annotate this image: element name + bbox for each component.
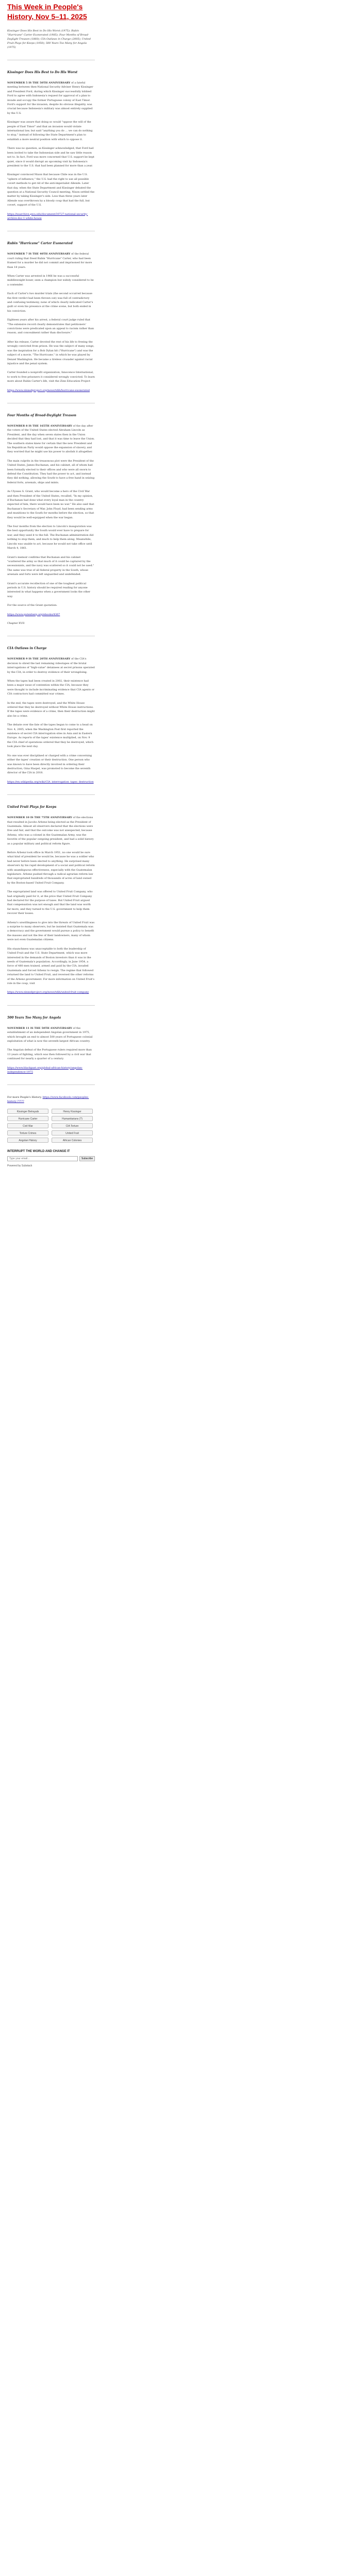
- anniversary-lead: NOVEMBER 8 IS THE 165TH ANNIVERSARY: [7, 424, 72, 428]
- page-title[interactable]: This Week in People's History, Nov 5–11, 2025: [7, 3, 87, 21]
- article-paragraph: [7, 890, 95, 916]
- tag-button[interactable]: Hurricane Carter: [7, 1116, 48, 1121]
- article: [7, 805, 95, 995]
- paragraph-text: Árbenz's unwillingness to give into the threats of United Fruit was a surprise to many observers, but he insisted that Guatemala was a democracy and the government would pursue a policy to benefit the masses and not the few of their landowners, many of whom were not even Guatemalan citizens.: [7, 921, 95, 942]
- paragraph-text: Chapter XVII: [7, 621, 25, 625]
- paragraph-text: Grant's memoir confirms that Buchanan and his cabinet "scattered the army so that much of it could be captured by the secessionists, and the navy was scattered so it could not be used." The same was true of all federal property in the South, whose arsenals and forts were left unguarded and undefended.: [7, 555, 94, 577]
- article-paragraph: [7, 146, 95, 168]
- article-paragraph: [7, 555, 95, 577]
- divider: [7, 794, 95, 795]
- article-title: 500 Years Too Many for Angola: [7, 1015, 61, 1020]
- article-paragraph: [7, 947, 95, 986]
- article-paragraph: [7, 489, 95, 520]
- powered-by: Powered by Substack: [7, 1164, 32, 1168]
- paragraph-text: Each of Carter's two murder trials (the second occurred because the first verdict had been thrown out) was full of contradictory and confusing testimony, none of which clearly indicated Carter's guilt or even his presence at the crime scene, but both ended in his conviction.: [7, 292, 93, 313]
- paragraph-text: When the tapes had been created in 2002, their existence had been a major issue of contention within the CIA, because they were thought to include incriminating evidence that CIA agents or CIA contractors had committed war crimes.: [7, 680, 95, 696]
- divider: [7, 1005, 95, 1006]
- tag-button[interactable]: Kissinger Betrayals: [7, 1109, 48, 1114]
- article-paragraph: [7, 851, 95, 885]
- article-paragraph: [7, 816, 95, 846]
- paragraph-text: of the elections that resulted in Jacobo Árbenz being elected as the President of Guatemala. Almost all observers declared that the elections were free and fair, and that the outcome was not unexpected, because Árbenz, who was a colonel in the Guatemalan Army, was the favorite of the popular outgoing president, and had a solid history as a popular military and political reform figure.: [7, 816, 94, 845]
- article-paragraph: [7, 388, 95, 393]
- anniversary-lead: NOVEMBER 9 IS THE 20TH ANNIVERSARY: [7, 657, 71, 661]
- article-title: Kissinger Does His Best to Do His Worst: [7, 71, 78, 74]
- paragraph-text: of the federal court ruling that freed Rubin "Hurricane" Carter, who had been framed for a murder he did not commit and imprisoned for more than 18 years.: [7, 252, 92, 269]
- paragraph-text: of the establishment of an independent Angolan government in 1975, which brought an end to almost 500 years of Portuguese colonial exploitation of what is now the seventh-largest African country.: [7, 1026, 93, 1043]
- intro-summary: Kissinger Does His Best to Do His Worst (1975); Rubin "Hurricane" Carter Exonerated (1985); Four Months of Broad-Daylight Treason (1860); CIA Outlaws in Charge (2005); United Fruit Plays for Keeps (1950); 500 Years Too Many for Angola (1975): [7, 29, 91, 49]
- more-history-link[interactable]: https://www.facebook.com/peoples-history-?????: [7, 1096, 89, 1104]
- paragraph-text: Grant's accurate recollection of one of the toughest political periods in U.S. history should be required reading for anyone interested in what happens when a government looks the other way.: [7, 582, 91, 598]
- paragraph-text: The four months from the election to Lincoln's inauguration was the best opportunity the South would ever have to prepare for war, and they used it to the full. The Buchanan administration did nothing to stop them, and much to help them along. Meanwhile, Lincoln was unable to act, because he would not take office until March 4, 1861.: [7, 525, 94, 550]
- article: [7, 1016, 95, 1075]
- tag-button[interactable]: United Fruit: [52, 1130, 93, 1136]
- articles-container: [7, 71, 354, 1085]
- article-title: Rubin "Hurricane" Carter Exonerated: [7, 242, 73, 246]
- article-paragraph: [7, 424, 95, 454]
- paragraph-text: Kissinger was aware that doing so would "oppose the will of the people of East Timor" and that an invasion would violate international law, but said "anything you do ... we can do nothing to stop," instead of following the State Department's plan to establish a more neutral position with which to oppose it.: [7, 121, 93, 141]
- paragraph-text: The Angolan defeat of the Portuguese rulers required more than 13 years of fighting, which was then followed by a civil war that continued for nearly a quarter of a century.: [7, 1048, 92, 1061]
- paragraph-text: No one was ever disciplined or charged with a crime concerning either the tapes' creation or their destruction. One person who was known to have been directly involved in ordering their destruction, Gina Haspel, was promoted to become the seventh director of the CIA in 2018.: [7, 754, 92, 775]
- article-paragraph: [7, 1026, 95, 1044]
- article-paragraph: [7, 780, 95, 784]
- paragraph-text: For the source of the Grant quotation:: [7, 604, 57, 607]
- article-paragraph: [7, 120, 95, 142]
- article-paragraph: [7, 212, 95, 221]
- paragraph-text: His staunchness was unacceptable to both the leadership of United Fruit and the U.S. State Department, which was more interested in the demands of Boston investors than it was in the needs of Guatemala's population. Accordingly, in June 1954, a force of 480 men trained, armed and paid by the CIA, invaded Guatemala and forced Árbenz to resign. The regime that followed returned the land to United Fruit, and reversed the other reforms of the Árbenz government. For more information on United Fruit's role in the coup, visit: [7, 947, 94, 985]
- article-paragraph: [7, 621, 95, 625]
- article-paragraph: [7, 701, 95, 719]
- article-title: Four Months of Broad-Daylight Treason: [7, 413, 76, 417]
- article-paragraph: [7, 990, 95, 994]
- paragraph-text: Kissinger convinced Nixon that because Chile was in the U.S. "sphere of influence," the U.S. had the right to use all possible covert methods to get rid of the anti-imperialist Allende. Later that day, when the State Department and Kissinger debated the question at a National Security Council meeting, Nixon settled the matter by taking Kissinger's side. Less than three years later Allende was overthrown by a bloody coup that had the full, but covert, support of the U.S.: [7, 173, 95, 207]
- source-link[interactable]: https://nsarchive.gwu.edu/document/30727-national-security-archive-doc-1-white-house: [7, 212, 88, 220]
- article-paragraph: [7, 603, 95, 607]
- article-paragraph: [7, 370, 95, 383]
- paragraph-text: The debate over the fate of the tapes began to come to a head on Nov. 4, 2005, when the Washington Post first reported the existence of secret CIA interrogation sites in Asia and in Eastern Europe. As reports of the tapes' existence multiplied, on Nov. 9 the CIA chief of operations ordered that they be destroyed, which took place the next day.: [7, 723, 94, 749]
- tag-button[interactable]: Civil War: [7, 1123, 48, 1128]
- article: [7, 71, 95, 221]
- paragraph-text: In the end, the tapes were destroyed, and the White House ordered that they be destroyed without White House instructions. If the tapes were evidence of a crime, then their destruction might also be a crime.: [7, 701, 95, 718]
- source-link[interactable]: https://www.blackpast.org/global-african-history/angolan-independence-1975: [7, 1066, 83, 1074]
- tag-list: [7, 1109, 95, 1143]
- article-paragraph: [7, 292, 95, 313]
- article-paragraph: [7, 274, 95, 287]
- paragraph-text: As Ulysses S. Grant, who would become a hero of the Civil War and then President of the United States, recalled, "In my opinion, if Buchanan had done what every loyal man in the country expected of him, there would have been no war." He also said that Buchanan's Secretary of War, John Floyd, had been sending arms and munitions to the South for months before the election, so that they would be well-equipped when the war began.: [7, 490, 94, 519]
- paragraph-text: After his release, Carter devoted the rest of his life to freeing the wrongly convicted from prison. He was the subject of many songs, was the inspiration for a Bob Dylan hit ("Hurricane") and was the subject of a movie, "The Hurricane," in which he was played by Denzel Washington. He became a tireless crusader against racial injustice and the penal system.: [7, 340, 94, 365]
- paragraph-text: The main culprits in the treasonous plot were the President of the United States, James Buchanan, and his cabinet, all of whom had been formally elected to their offices and who were all sworn to defend the Constitution. They had the power to act, and instead they did nothing, allowing the South to have a free hand in seizing federal forts, arsenals, ships and mints.: [7, 459, 95, 484]
- paragraph-text: of a fateful meeting between then-National Security Adviser Henry Kissinger and President Ford, during which Kissinger successfully lobbied Ford to agree with Indonesia's request for approval of a plan to invade and occupy the former Portuguese colony of East Timor. Ford's support for the invasion, despite its obvious illegality, was crucial because Indonesia's military was almost entirely supplied by the U.S.: [7, 81, 93, 115]
- article-paragraph: [7, 921, 95, 942]
- source-link[interactable]: https://www.zinnedproject.org/news/tdih/united-fruit-company: [7, 991, 89, 994]
- article-paragraph: [7, 173, 95, 207]
- article: [7, 414, 95, 625]
- article-title: CIA Outlaws in Charge: [7, 647, 47, 651]
- subscribe-button[interactable]: Subscribe: [79, 1156, 95, 1161]
- paragraph-text: Eighteen years after his arrest, a federal court judge ruled that "The extensive record clearly demonstrates that petitioners' convictions were predicated upon an appeal to racism rather than reason, and concealment rather than disclosure.": [7, 318, 94, 335]
- article-paragraph: [7, 582, 95, 599]
- subscribe-form: [7, 1156, 95, 1161]
- tag-button[interactable]: CIA Torture: [52, 1123, 93, 1128]
- source-link[interactable]: https://www.gutenberg.org/ebooks/4367: [7, 613, 60, 616]
- article-paragraph: [7, 613, 95, 617]
- paragraph-text: of the CIA's decision to shred the last remaining videotapes of the brutal interrogations of "high-value" detainees at secret prisons operated by the CIA, in order to destroy evidence of their wrongdoing.: [7, 657, 95, 674]
- source-link[interactable]: https://www.zinnedproject.org/news/tdih/hurricane-exonerated: [7, 388, 90, 392]
- tag-button[interactable]: Torture Crimes: [7, 1130, 48, 1136]
- tag-button[interactable]: Henry Kissinger: [52, 1109, 93, 1114]
- more-history-prefix: For more People's History,: [7, 1096, 43, 1099]
- article-paragraph: [7, 657, 95, 674]
- article-paragraph: [7, 81, 95, 115]
- article: [7, 647, 95, 784]
- article-paragraph: [7, 318, 95, 335]
- article-paragraph: [7, 1048, 95, 1061]
- article: [7, 242, 95, 393]
- footer-title: INTERRUPT THE WORLD AND CHANGE IT: [7, 1150, 70, 1154]
- article-paragraph: [7, 524, 95, 550]
- tag-button[interactable]: African Colonies: [52, 1138, 93, 1143]
- article-paragraph: [7, 679, 95, 697]
- article-paragraph: [7, 252, 95, 269]
- article-paragraph: [7, 723, 95, 749]
- paragraph-text: Carter founded a nonprofit organization, Innocence International, to work to free prisoners it considered wrongly convicted. To learn more about Rubin Carter's life, visit the Zinn Education Project: [7, 371, 95, 383]
- tag-button[interactable]: Angolan History: [7, 1138, 48, 1143]
- anniversary-lead: NOVEMBER 10 IS THE 75TH ANNIVERSARY: [7, 816, 72, 820]
- article-paragraph: [7, 340, 95, 366]
- source-link[interactable]: https://en.wikipedia.org/wiki/CIA_interrogation_tapes_destruction: [7, 780, 94, 784]
- tag-button[interactable]: Humanitarians (?): [52, 1116, 93, 1121]
- anniversary-lead: NOVEMBER 11 IS THE 50TH ANNIVERSARY: [7, 1026, 72, 1030]
- paragraph-text: When Carter was arrested in 1966 he was a successful middleweight boxer, seen a champion but widely considered to be a contender.: [7, 275, 94, 286]
- divider: [7, 1084, 95, 1085]
- article-paragraph: [7, 1066, 95, 1075]
- paragraph-text: The expropriated land was offered to United Fruit Company, who had originally paid for it, at the price that United Fruit Company had declared for the purpose of taxes. But United Fruit argued that compensation was not enough and that the land was worth far more, and they turned to the U.S. government to help them recover their losses.: [7, 890, 93, 916]
- email-input[interactable]: [7, 1156, 78, 1161]
- more-history: [7, 1095, 95, 1104]
- article-paragraph: [7, 754, 95, 775]
- article-paragraph: [7, 459, 95, 485]
- paragraph-text: There was no question, as Kissinger acknowledged, that Ford had been invited to take the Indonesian side and he saw little reason not to. In fact, Ford was more concerned that U.S. support be kept quiet, since it would disrupt an upcoming visit by Indonesia's president to the U.S. that had been planned for more than a year.: [7, 147, 94, 167]
- paragraph-text: of the day after the voters of the United States elected Abraham Lincoln as President, and the day when seven states then in the Union decided that they had lost, and that it was time to leave the Union. The southern states knew for certain that the new President and his Republican Party would oppose the expansion of slavery, and they worried that he might use his power to abolish it altogether.: [7, 424, 95, 454]
- anniversary-lead: NOVEMBER 7 IS THE 40TH ANNIVERSARY: [7, 252, 71, 256]
- anniversary-lead: NOVEMBER 5 IS THE 50TH ANNIVERSARY: [7, 81, 71, 84]
- paragraph-text: Before Árbenz took office in March 1951, no one would be sure what kind of president he would be, because he was a soldier who had never before been elected to anything. He surprised many observers by his rapid development of a social and political reform with unambiguous effectiveness, especially with the Guatemalan legislature. Árbenz pushed through a radical agrarian reform law that expropriated hundreds of thousands of acres of land owned by the Boston-based United Fruit Company.: [7, 851, 95, 885]
- article-title: United Fruit Plays for Keeps: [7, 805, 57, 809]
